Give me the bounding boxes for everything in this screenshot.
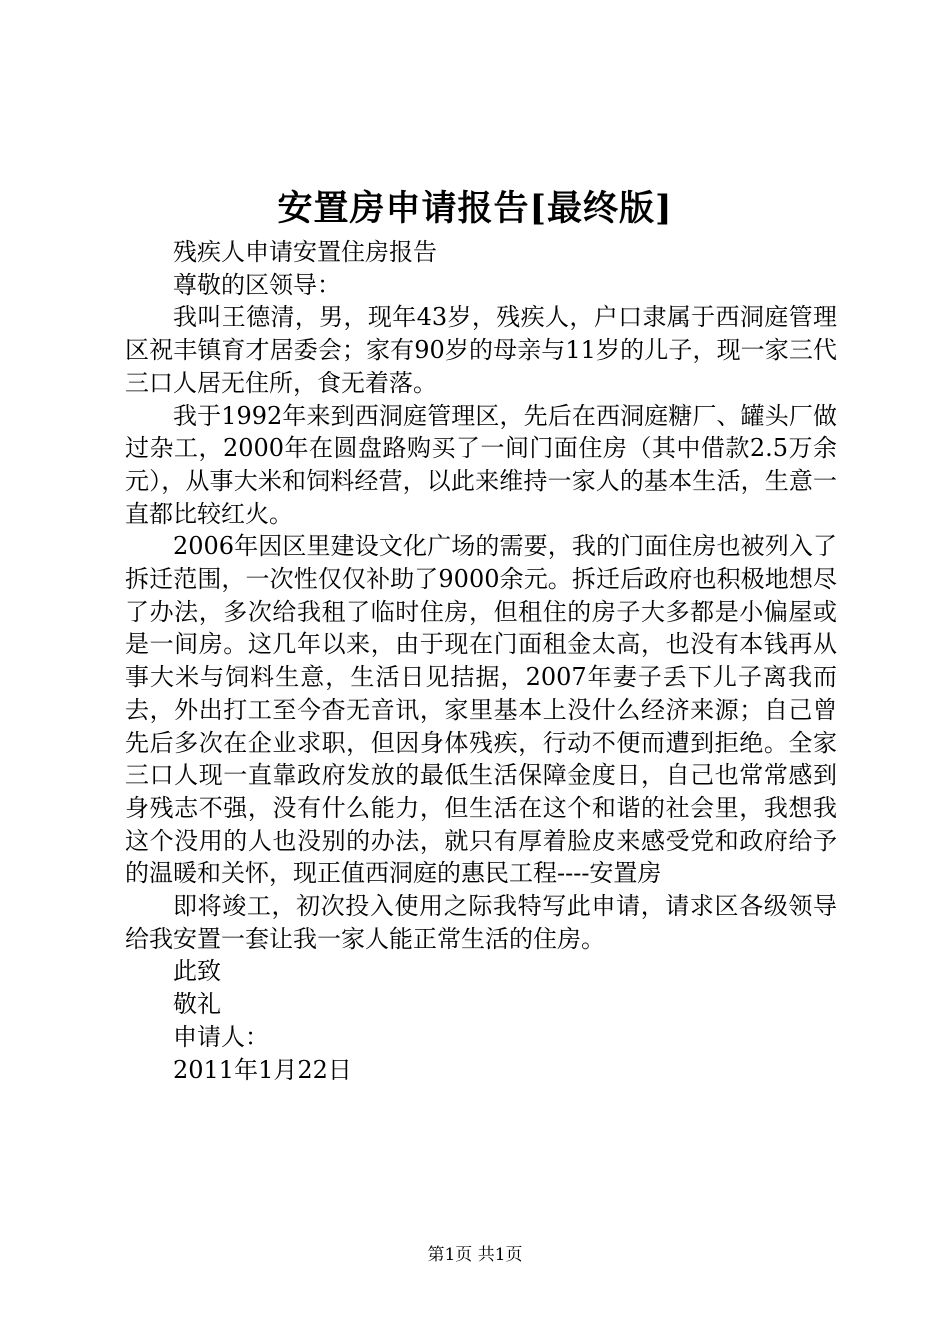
- paragraph-intro: 我叫王德清，男，现年43岁，残疾人，户口隶属于西洞庭管理区祝丰镇育才居委会；家有90岁的母亲与11岁的儿子，现一家三代三口人居无住所，食无着落。: [125, 303, 837, 397]
- paragraph-closing-2: 敬礼: [173, 990, 221, 1019]
- paragraph-applicant: 申请人：: [173, 1022, 269, 1051]
- paragraph-history: 我于1992年来到西洞庭管理区，先后在西洞庭糖厂、罐头厂做过杂工，2000年在圆盘路购买了一间门面住房（其中借款2.5万余元），从事大米和饲料经营，以此来维持一家人的基本生活，生意一直都比较红火。: [125, 401, 837, 528]
- document-title: 安置房申请报告[最终版]: [277, 188, 673, 229]
- paragraph-date: 2011年1月22日: [173, 1055, 352, 1084]
- paragraph-closing-1: 此致: [173, 957, 221, 986]
- paragraph-request: 即将竣工，初次投入使用之际我特写此申请，请求区各级领导给我安置一套让我一家人能正常生活的住房。: [125, 892, 837, 953]
- paragraph-salutation: 尊敬的区领导：: [173, 270, 341, 299]
- page-footer: 第1页 共1页: [427, 1245, 523, 1265]
- document-body: [125, 236, 837, 1086]
- paragraph-situation: 2006年因区里建设文化广场的需要，我的门面住房也被列入了拆迁范围，一次性仅仅补助了9000余元。拆迁后政府也积极地想尽了办法，多次给我租了临时住房，但租住的房子大多都是小偏屋或是一间房。这几年以来，由于现在门面租金太高，也没有本钱再从事大米与饲料生意，生活日见拮据，2007年妻子丢下儿子离我而去，外出打工至今杳无音讯，家里基本上没什么经济来源；自己曾先后多次在企业求职，但因身体残疾，行动不便而遭到拒绝。全家三口人现一直靠政府发放的最低生活保障金度日，自己也常常感到身残志不强，没有什么能力，但生活在这个和谐的社会里，我想我这个没用的人也没别的办法，就只有厚着脸皮来感受党和政府给予的温暖和关怀，现正值西洞庭的惠民工程----安置房: [125, 532, 837, 888]
- paragraph-heading: 残疾人申请安置住房报告: [173, 238, 437, 266]
